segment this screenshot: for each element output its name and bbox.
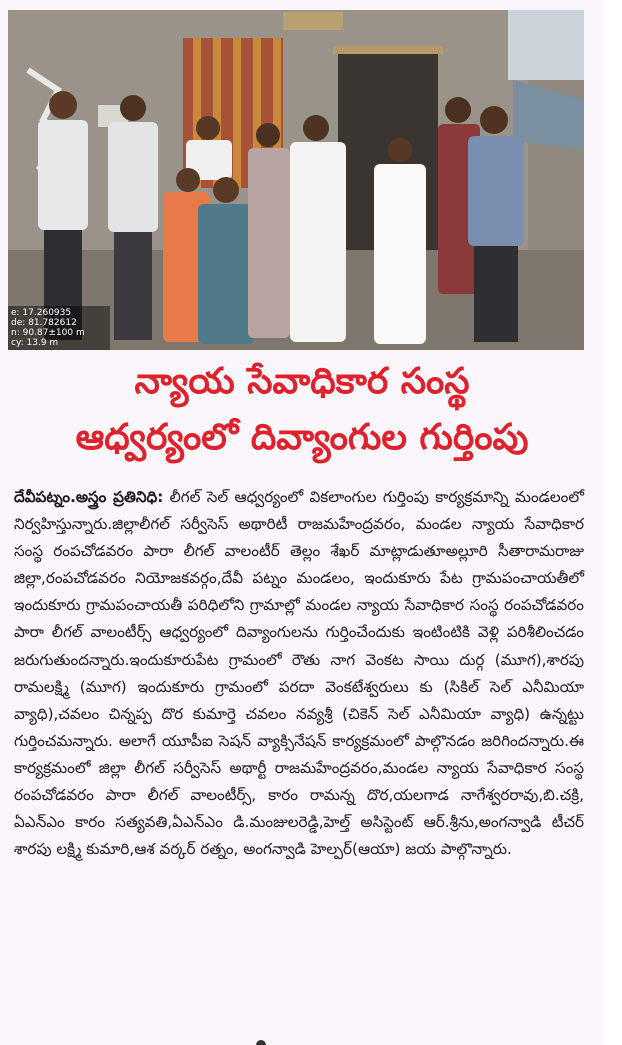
page-mark xyxy=(256,1040,266,1045)
gps-overlay xyxy=(8,306,110,350)
gps-latitude: e: 17.260935 xyxy=(11,308,72,318)
article-text: లీగల్ సెల్ ఆధ్వర్యంలో వికలాంగుల గుర్తింపు కార్యక్రమాన్ని మండలంలో నిర్వహిస్తున్నారు.జిల్లాలీగల్ సర్వీసెస్ అథారిటీ రాజమహేంద్రవరం, మండల న్యాయ సేవాధికార సంస్థ రంపచోడవరం పారా లీగల్ వాలంటీర్ తెల్లం శేఖర్ మాట్లాడుతూఅల్లూరి సీతారామరాజు జిల్లా,రంపచోడవరం నియోజకవర్గం,దేవీ పట్నం మండలం, ఇందుకూరు పేట గ్రామపంచాయతీలో ఇందుకూరు గ్రామపంచాయతీ పరిధిలోని గ్రామాల్లో మండల న్యాయ సేవాధికార సంస్థ రంపచోడవరం పారా లీగల్ వాలంటీర్స్ ఆధ్వర్యంలో దివ్యాంగులను గుర్తించేందుకు ఇంటింటికి వెళ్లి పరిశీలించడం జరుగుతుందన్నారు.ఇందుకూరుపేట గ్రామంలో రౌతు నాగ వెంకట సాయి దుర్గ (మూగ),శారపు రామలక్ష్మి (మూగ) ఇందుకూరు గ్రామంలో పరదా వెంకటేశ్వరులు కు (సికిల్ సెల్ ఎనీమియా వ్యాధి),చవలం చిన్నప్ప దొర కుమార్తె చవలం నవ్యశ్రీ (చికెన్ సెల్ ఎనీమియా వ్యాధి) ఉన్నట్టు గుర్తించమన్నారు. అలాగే యూపీఐ సెషన్ వ్యాక్సినేషన్ కార్యక్రమంలో పాల్గొనడం జరిగిందన్నారు.ఈ కార్యక్రమంలో జిల్లా లీగల్ సర్వీసెస్ అథార్టీ రాజమహేంద్రవరం,మండల న్యాయ సేవాధికార సంస్థ రంపచోడవరం పారా లీగల్ వాలంటీర్స్, కారం రామన్న దొర,యలగాడ నాగేశ్వరరావు,బి.చక్రి, ఏఎన్ఎం కారం సత్యవతి,ఏఎన్ఎం డి.మంజులరెడ్డి,హెల్త్ అసిస్టెంట్ ఆర్.శ్రీను,అంగన్వాడి టీచర్ శారపు లక్ష్మి కుమారి,ఆశ వర్కర్ రత్నం, అంగన్వాడి హెల్పర్(ఆయా) జయ పాల్గొన్నారు. xyxy=(14,488,585,859)
group-photo-illustration xyxy=(8,10,584,350)
gps-accuracy: cy: 13.9 m xyxy=(11,338,59,348)
article-dateline: దేవీపట్నం.అస్త్రం ప్రతినిధి: xyxy=(14,488,164,506)
news-photo xyxy=(8,10,584,350)
gps-longitude: de: 81.782612 xyxy=(11,318,77,328)
gps-altitude: n: 90.87±100 m xyxy=(11,328,85,338)
headline-line-1: న్యాయ సేవాధికార సంస్థ xyxy=(134,361,470,402)
headline-line-2: ఆధ్వర్యంలో దివ్యాంగుల గుర్తింపు xyxy=(75,417,529,458)
page-margin xyxy=(604,0,622,1045)
article-body xyxy=(14,484,584,863)
